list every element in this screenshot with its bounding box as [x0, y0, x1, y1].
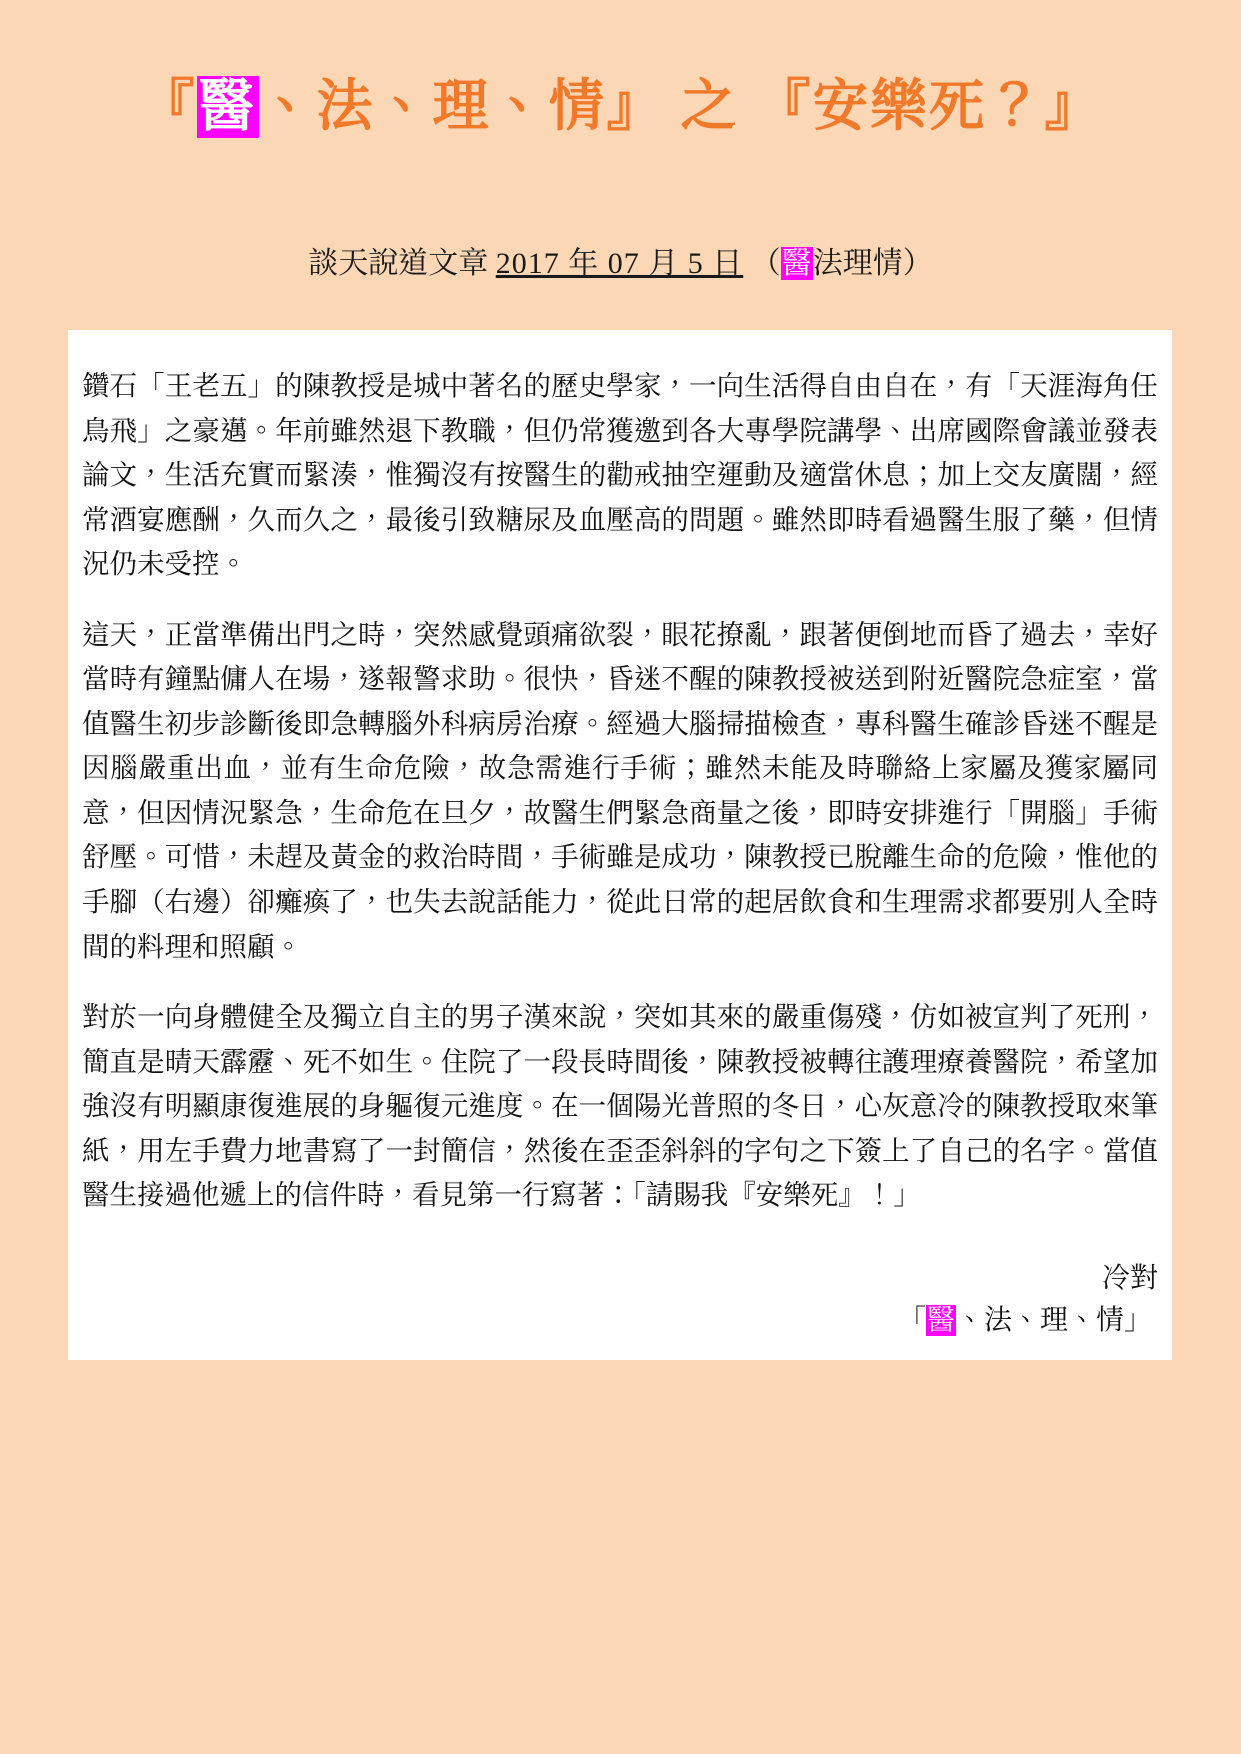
byline-suffix-close: ） — [902, 247, 933, 280]
title-part-highlight: 醫 — [198, 76, 257, 138]
byline-suffix-highlight: 醫 — [781, 247, 812, 280]
byline-suffix-open: （ — [750, 247, 781, 280]
signature-author: 冷對 — [1101, 1262, 1158, 1294]
page-title — [0, 0, 1241, 142]
signature-block — [82, 1258, 1158, 1342]
article-body — [68, 330, 1172, 1360]
signature-open-quote: 「 — [897, 1304, 926, 1336]
paragraph-1: 鑽石「王老五」的陳教授是城中著名的歷史學家，一向生活得自由自在，有「天涯海角任鳥飛」之豪邁。年前雖然退下教職，但仍常獲邀到各大專學院講學、出席國際會議並發表論文，生活充實而緊湊，惟獨沒有按醫生的勸戒抽空運動及適當休息；加上交友廣闊，經常酒宴應酬，久而久之，最後引致糖尿及血壓高的問題。雖然即時看過醫生服了藥，但情況仍未受控。 — [82, 370, 1158, 580]
byline-suffix-rest: 法理情 — [812, 247, 903, 280]
byline-prefix: 談天說道文章 — [308, 247, 489, 280]
title-part-1: 『 — [138, 76, 197, 138]
signature-tagline — [82, 1300, 1158, 1342]
signature-close-quote: 」 — [1123, 1304, 1152, 1336]
byline-date: 2017 年 07 月 5 日 — [495, 247, 744, 280]
signature-rest: 、法、理、情 — [955, 1304, 1124, 1336]
byline — [0, 142, 1241, 282]
paragraph-2: 這天，正當準備出門之時，突然感覺頭痛欲裂，眼花撩亂，跟著便倒地而昏了過去，幸好當時有鐘點傭人在場，遂報警求助。很快，昏迷不醒的陳教授被送到附近醫院急症室，當值醫生初步診斷後即急轉腦外科病房治療。經過大腦掃描檢查，專科醫生確診昏迷不醒是因腦嚴重出血，並有生命危險，故急需進行手術；雖然未能及時聯絡上家屬及獲家屬同意，但因情況緊急，生命危在旦夕，故醫生們緊急商量之後，即時安排進行「開腦」手術舒壓。可惜，未趕及黃金的救治時間，手術雖是成功，陳教授已脫離生命的危險，惟他的手腳（右邊）卻癱瘓了，也失去說話能力，從此日常的起居飲食和生理需求都要別人全時間的料理和照顧。 — [82, 618, 1158, 962]
signature-highlight: 醫 — [926, 1304, 955, 1336]
paragraph-3: 對於一向身體健全及獨立自主的男子漢來說，突如其來的嚴重傷殘，仿如被宣判了死刑，簡直是晴天霹靂、死不如生。住院了一段長時間後，陳教授被轉往護理療養醫院，希望加強沒有明顯康復進展的身軀復元進度。在一個陽光普照的冬日，心灰意冷的陳教授取來筆紙，用左手費力地書寫了一封簡信，然後在歪歪斜斜的字句之下簽上了自己的名字。當值醫生接過他遞上的信件時，看見第一行寫著：「請賜我『安樂死』！」 — [82, 1001, 1158, 1211]
title-part-3: 、法、理、情』 之 『安樂死？』 — [258, 76, 1103, 138]
